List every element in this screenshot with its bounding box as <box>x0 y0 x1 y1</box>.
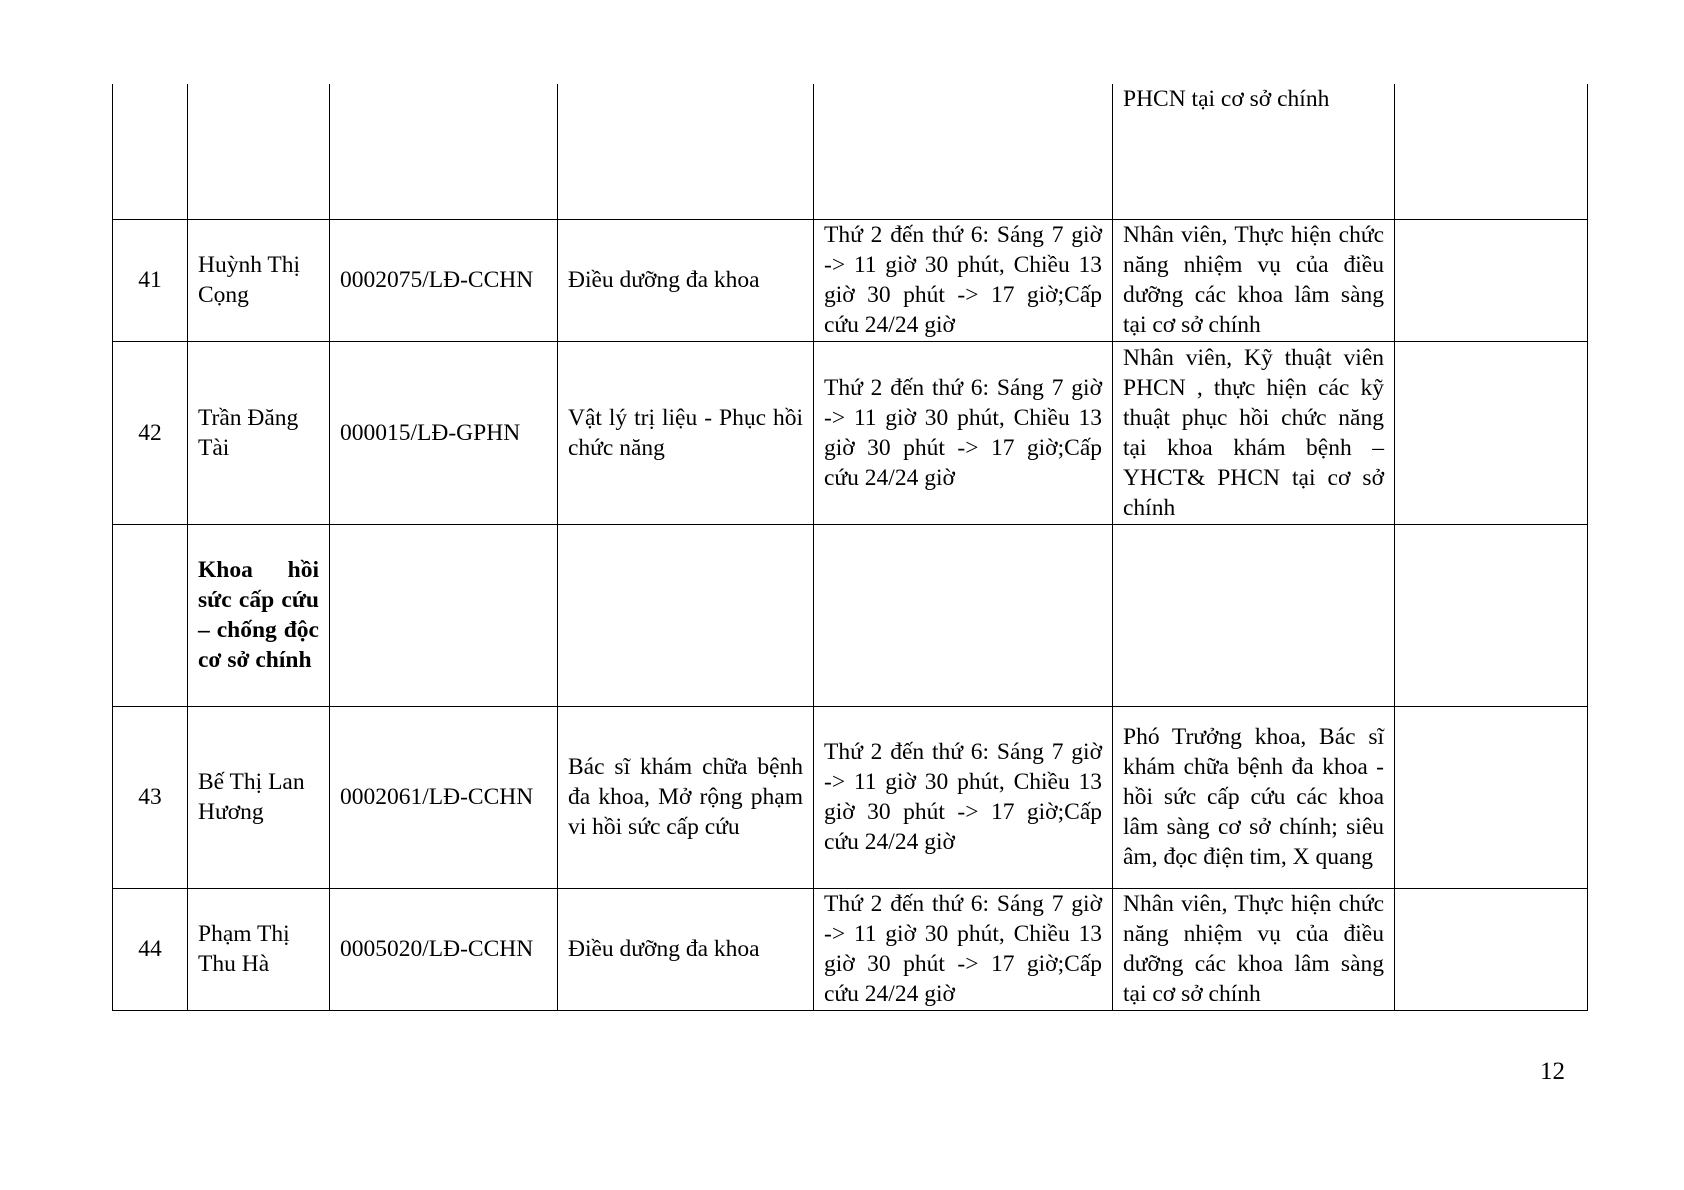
table-row <box>113 888 1588 1010</box>
license-cell: 0005020/LĐ-CCHN <box>330 888 558 1010</box>
note-cell <box>1395 706 1588 888</box>
name-cell <box>188 84 330 219</box>
schedule-cell: Thứ 2 đến thứ 6: Sáng 7 giờ -> 11 giờ 30 phút, Chiều 13 giờ 30 phút -> 17 giờ;Cấp cứu 24/24 giờ <box>814 341 1113 524</box>
name-cell: Phạm Thị Thu Hà <box>188 888 330 1010</box>
table-row <box>113 341 1588 524</box>
stt-cell: 43 <box>113 706 188 888</box>
schedule-cell: Thứ 2 đến thứ 6: Sáng 7 giờ -> 11 giờ 30 phút, Chiều 13 giờ 30 phút -> 17 giờ;Cấp cứu 24/24 giờ <box>814 219 1113 341</box>
scope-cell: Điều dưỡng đa khoa <box>558 888 814 1010</box>
schedule-cell <box>814 84 1113 219</box>
note-cell <box>1395 84 1588 219</box>
position-cell: Nhân viên, Thực hiện chức năng nhiệm vụ của điều dưỡng các khoa lâm sàng tại cơ sở chính <box>1113 219 1395 341</box>
scope-cell: Vật lý trị liệu - Phục hồi chức năng <box>558 341 814 524</box>
position-cell: Nhân viên, Thực hiện chức năng nhiệm vụ của điều dưỡng các khoa lâm sàng tại cơ sở chính <box>1113 888 1395 1010</box>
table-row <box>113 219 1588 341</box>
table-row-continued <box>113 84 1588 219</box>
stt-cell: 42 <box>113 341 188 524</box>
note-cell <box>1395 524 1588 706</box>
name-cell: Bế Thị Lan Hương <box>188 706 330 888</box>
scope-cell: Điều dưỡng đa khoa <box>558 219 814 341</box>
license-cell: 0002075/LĐ-CCHN <box>330 219 558 341</box>
position-cell <box>1113 524 1395 706</box>
department-name-cell: Khoa hồi sức cấp cứu – chống độc cơ sở chính <box>188 524 330 706</box>
position-cell: PHCN tại cơ sở chính <box>1113 84 1395 219</box>
stt-cell: 41 <box>113 219 188 341</box>
note-cell <box>1395 341 1588 524</box>
stt-cell <box>113 524 188 706</box>
license-cell: 0002061/LĐ-CCHN <box>330 706 558 888</box>
staff-table <box>112 84 1588 1011</box>
name-cell: Huỳnh Thị Cọng <box>188 219 330 341</box>
position-cell: Phó Trưởng khoa, Bác sĩ khám chữa bệnh đa khoa - hồi sức cấp cứu các khoa lâm sàng cơ sở chính; siêu âm, đọc điện tim, X quang <box>1113 706 1395 888</box>
stt-cell: 44 <box>113 888 188 1010</box>
schedule-cell: Thứ 2 đến thứ 6: Sáng 7 giờ -> 11 giờ 30 phút, Chiều 13 giờ 30 phút -> 17 giờ;Cấp cứu 24/24 giờ <box>814 706 1113 888</box>
table-row <box>113 706 1588 888</box>
scope-cell <box>558 524 814 706</box>
department-header-row <box>113 524 1588 706</box>
stt-cell <box>113 84 188 219</box>
position-cell: Nhân viên, Kỹ thuật viên PHCN , thực hiện các kỹ thuật phục hồi chức năng tại khoa khám bệnh – YHCT& PHCN tại cơ sở chính <box>1113 341 1395 524</box>
license-cell <box>330 524 558 706</box>
scope-cell: Bác sĩ khám chữa bệnh đa khoa, Mở rộng phạm vi hồi sức cấp cứu <box>558 706 814 888</box>
note-cell <box>1395 219 1588 341</box>
schedule-cell: Thứ 2 đến thứ 6: Sáng 7 giờ -> 11 giờ 30 phút, Chiều 13 giờ 30 phút -> 17 giờ;Cấp cứu 24/24 giờ <box>814 888 1113 1010</box>
license-cell <box>330 84 558 219</box>
schedule-cell <box>814 524 1113 706</box>
scope-cell <box>558 84 814 219</box>
page-number: 12 <box>1540 1058 1565 1085</box>
license-cell: 000015/LĐ-GPHN <box>330 341 558 524</box>
name-cell: Trần Đăng Tài <box>188 341 330 524</box>
note-cell <box>1395 888 1588 1010</box>
